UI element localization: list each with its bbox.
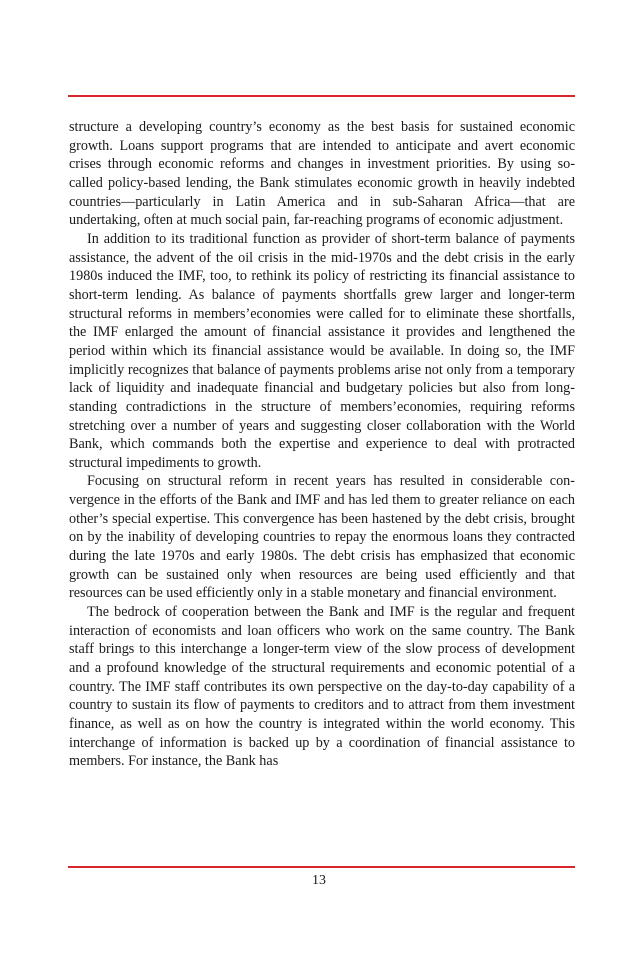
paragraph-continued: structure a developing country’s economy as the best basis for sustained economic growth. Loans support programs that are intended to anticipate and avert economic crises through economic reforms and changes in investment priorities. By using so-called policy-based lending, the Bank stimulates economic growth in heavily indebted countries—particularly in Latin America and in sub-Saharan Africa—that are undertaking, often at much social pain, far-reaching programs of economic adjustment. (69, 119, 575, 229)
paragraph-cooperation: The bedrock of cooperation between the Bank and IMF is the regular and frequent interaction of economists and loan officers who work on the same country. The Bank staff brings to this interchange a longer-term view of the slow process of development and a profound knowledge of the structural requirements and economic potential of a country. The IMF staff contributes its own perspective on the day-to-day capability of a country to sustain its flow of payments to creditors and to attract from them investment finance, as well as on how the country is integrated within the world economy. This interchange of information is backed up by a coordination of financial assistance to members. For instance, the Bank has (69, 604, 575, 770)
paragraph-imf-function: In addition to its traditional function as provider of short-term balance of payments assistance, the advent of the oil crisis in the mid-1970s and the debt crisis in the early 1980s induced the IMF, too, to rethink its policy of restricting its financial assistance to short-term lending. As balance of payments shortfalls grew larger and longer-term structural reforms in members’economies were called for to eliminate these shortfalls, the IMF enlarged the amount of financial assistance it provides and lengthened the period within which its financial assistance would be available. In doing so, the IMF implicitly recognizes that balance of payments problems arise not only from a temporary lack of liquidity and inadequate financial and budgetary policies but also from long-standing contradictions in the structure of members’economies, requiring reforms stretching over a number of years and suggesting closer collaboration with the World Bank, which commands both the expertise and experience to deal with protracted structural impediments to growth. (69, 230, 575, 471)
paragraph-structural-reform: Focusing on structural reform in recent years has resulted in considerable convergence in the efforts of the Bank and IMF and has led them to greater reliance on each other’s special expertise. This convergence has been hastened by the debt crisis, brought on by the inability of developing countries to repay the enormous loans they contracted during the late 1970s and early 1980s. The debt crisis has emphasized that economic growth can be sustained only when resources are being used efficiently and that resources can be used efficiently only in a stable monetary and financial environment. (69, 473, 575, 602)
top-rule (68, 95, 575, 97)
body-text (69, 118, 575, 771)
bottom-rule (68, 866, 575, 868)
page-number: 13 (312, 873, 326, 888)
